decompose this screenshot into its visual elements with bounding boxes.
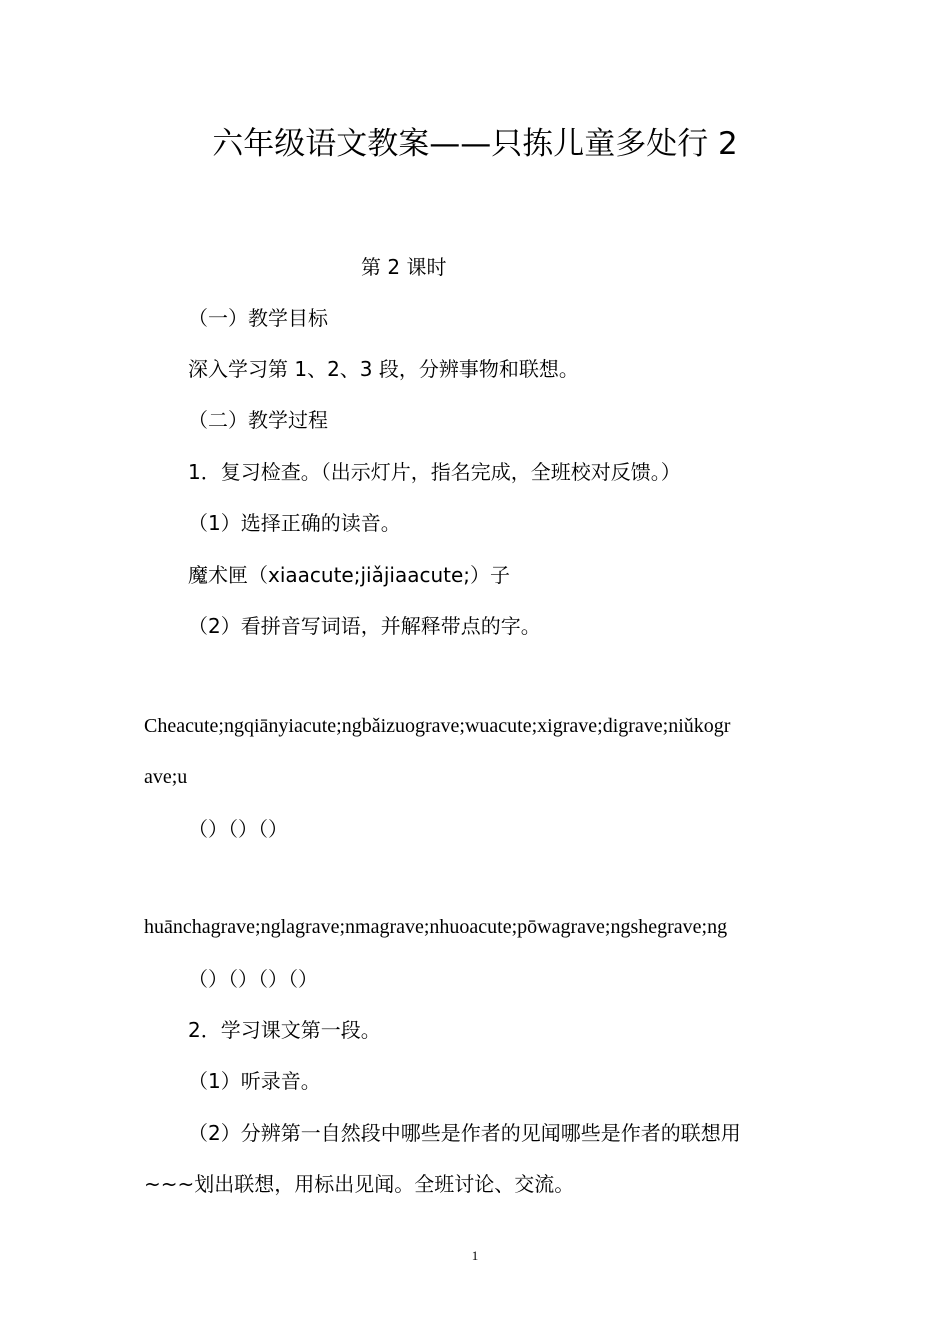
item-2-write-words: （2）看拼音写词语，并解释带点的字。 [188, 614, 541, 638]
answer-blanks-1: （）（）（） [188, 817, 288, 841]
lesson-period-heading: 第 2 课时 [361, 255, 447, 279]
pinyin-line-1: Cheacute;ngqiānyiacute;ngbǎizuograve;wuacute;xigrave;digrave;niǔkogr [144, 715, 731, 737]
item-1-choose-pronunciation: （1）选择正确的读音。 [188, 511, 401, 535]
pinyin-line-2: huānchagrave;nglagrave;nmagrave;nhuoacute;pōwagrave;ngshegrave;ng [144, 916, 728, 938]
step-1-review: 1．复习检查。（出示灯片，指名完成，全班校对反馈。） [188, 460, 681, 484]
document-title: 六年级语文教案——只拣儿童多处行 2 [212, 126, 738, 162]
item-2-distinguish-continued: ~~~划出联想，用标出见闻。全班讨论、交流。 [144, 1172, 575, 1196]
page-number: 1 [471, 1248, 479, 1263]
section-heading-process: （二）教学过程 [188, 408, 328, 432]
item-2-distinguish: （2）分辨第一自然段中哪些是作者的见闻哪些是作者的联想用 [188, 1121, 741, 1145]
pronunciation-example: 魔术匣（xiaacute;jiǎjiaacute;）子 [188, 563, 511, 587]
pinyin-line-1-continued: ave;u [144, 766, 188, 788]
item-1-listen: （1）听录音。 [188, 1069, 321, 1093]
section-heading-goals: （一）教学目标 [188, 306, 328, 330]
answer-blanks-2: （）（）（）（） [188, 967, 318, 991]
paragraph-goal: 深入学习第 1、2、3 段，分辨事物和联想。 [188, 357, 579, 381]
step-2-study-paragraph: 2．学习课文第一段。 [188, 1018, 381, 1042]
